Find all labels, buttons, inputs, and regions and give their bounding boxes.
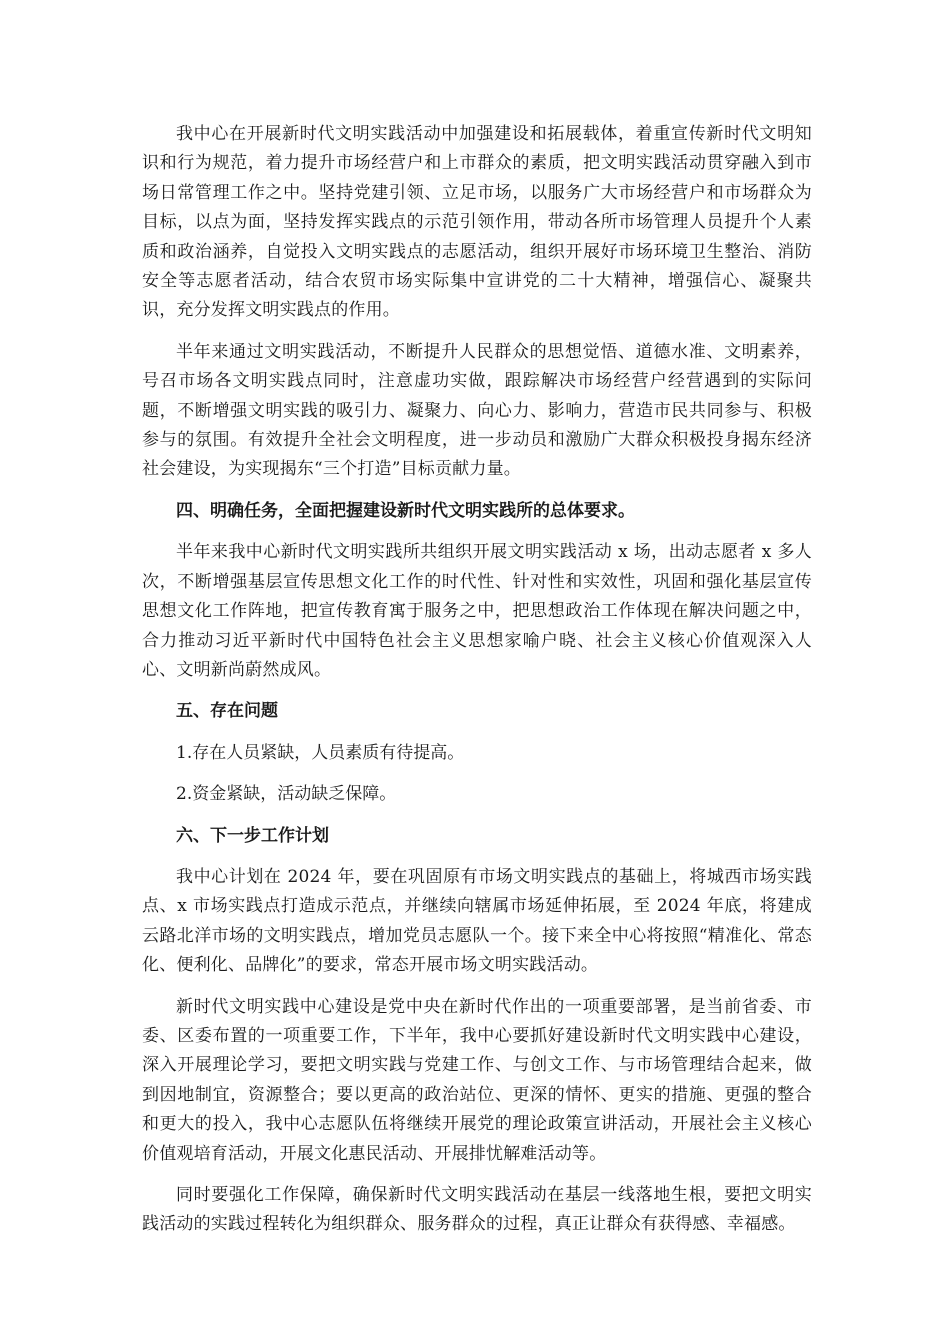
- problem-item-2: 2.资金紧缺，活动缺乏保障。: [176, 784, 397, 805]
- section-heading-six: 六、下一步工作计划: [176, 825, 329, 846]
- section-heading-five: 五、存在问题: [176, 701, 278, 722]
- paragraph-activities-count: 半年来我中心新时代文明实践所共组织开展文明实践活动 x 场，出动志愿者 x 多人次，不断增强基层宣传思想文化工作的时代性、针对性和实效性，巩固和强化基层宣传思想文化工作阵地，把宣传教育寓于服务之中，把思想政治工作体现在解决问题之中，合力推动习近平新时代中国特色社会主义思想家喻户晓、社会主义核心价值观深入人心、文明新尚蔚然成风。: [142, 542, 812, 680]
- paragraph-half-year-results: 半年来通过文明实践活动，不断提升人民群众的思想觉悟、道德水准、文明素养，号召市场各文明实践点同时，注意虚功实做，跟踪解决市场经营户经营遇到的实际问题，不断增强文明实践的吸引力、凝聚力、向心力、影响力，营造市民共同参与、积极参与的氛围。有效提升全社会文明程度，进一步动员和激励广大群众积极投身揭东经济社会建设，为实现揭东“三个打造”目标贡献力量。: [142, 341, 812, 480]
- paragraph-strengthen-construction: 我中心在开展新时代文明实践活动中加强建设和拓展载体，着重宣传新时代文明知识和行为规范，着力提升市场经营户和上市群众的素质，把文明实践活动贯穿融入到市场日常管理工作之中。坚持党建引领、立足市场，以服务广大市场经营户和市场群众为目标，以点为面，坚持发挥实践点的示范引领作用，带动各所市场管理人员提升个人素质和政治涵养，自觉投入文明实践点的志愿活动，组织开展好市场环境卫生整治、消防安全等志愿者活动，结合农贸市场实际集中宣讲党的二十大精神，增强信心、凝聚共识，充分发挥文明实践点的作用。: [142, 124, 812, 321]
- paragraph-center-construction: 新时代文明实践中心建设是党中央在新时代作出的一项重要部署，是当前省委、市委、区委布置的一项重要工作，下半年，我中心要抓好建设新时代文明实践中心建设，深入开展理论学习，要把文明实践与党建工作、与创文工作、与市场管理结合起来，做到因地制宜，资源整合；要以更高的政治站位、更深的情怀、更实的措施、更强的整合和更大的投入，我中心志愿队伍将继续开展党的理论政策宣讲活动，开展社会主义核心价值观培育活动，开展文化惠民活动、开展排忧解难活动等。: [142, 996, 812, 1164]
- problem-item-1: 1.存在人员紧缺，人员素质有待提高。: [176, 742, 465, 763]
- document-page: [142, 120, 812, 1252]
- section-heading-four: 四、明确任务，全面把握建设新时代文明实践所的总体要求。: [176, 500, 635, 521]
- paragraph-work-guarantee: 同时要强化工作保障，确保新时代文明实践活动在基层一线落地生根，要把文明实践活动的实践过程转化为组织群众、服务群众的过程，真正让群众有获得感、幸福感。: [142, 1185, 812, 1235]
- paragraph-2024-plan: 我中心计划在 2024 年，要在巩固原有市场文明实践点的基础上，将城西市场实践点、x 市场实践点打造成示范点，并继续向辖属市场延伸拓展，至 2024 年底，将建成云路北洋市场的文明实践点，增加党员志愿队一个。接下来全中心将按照“精准化、常态化、便利化、品牌化”的要求，常态开展市场文明实践活动。: [142, 866, 812, 976]
